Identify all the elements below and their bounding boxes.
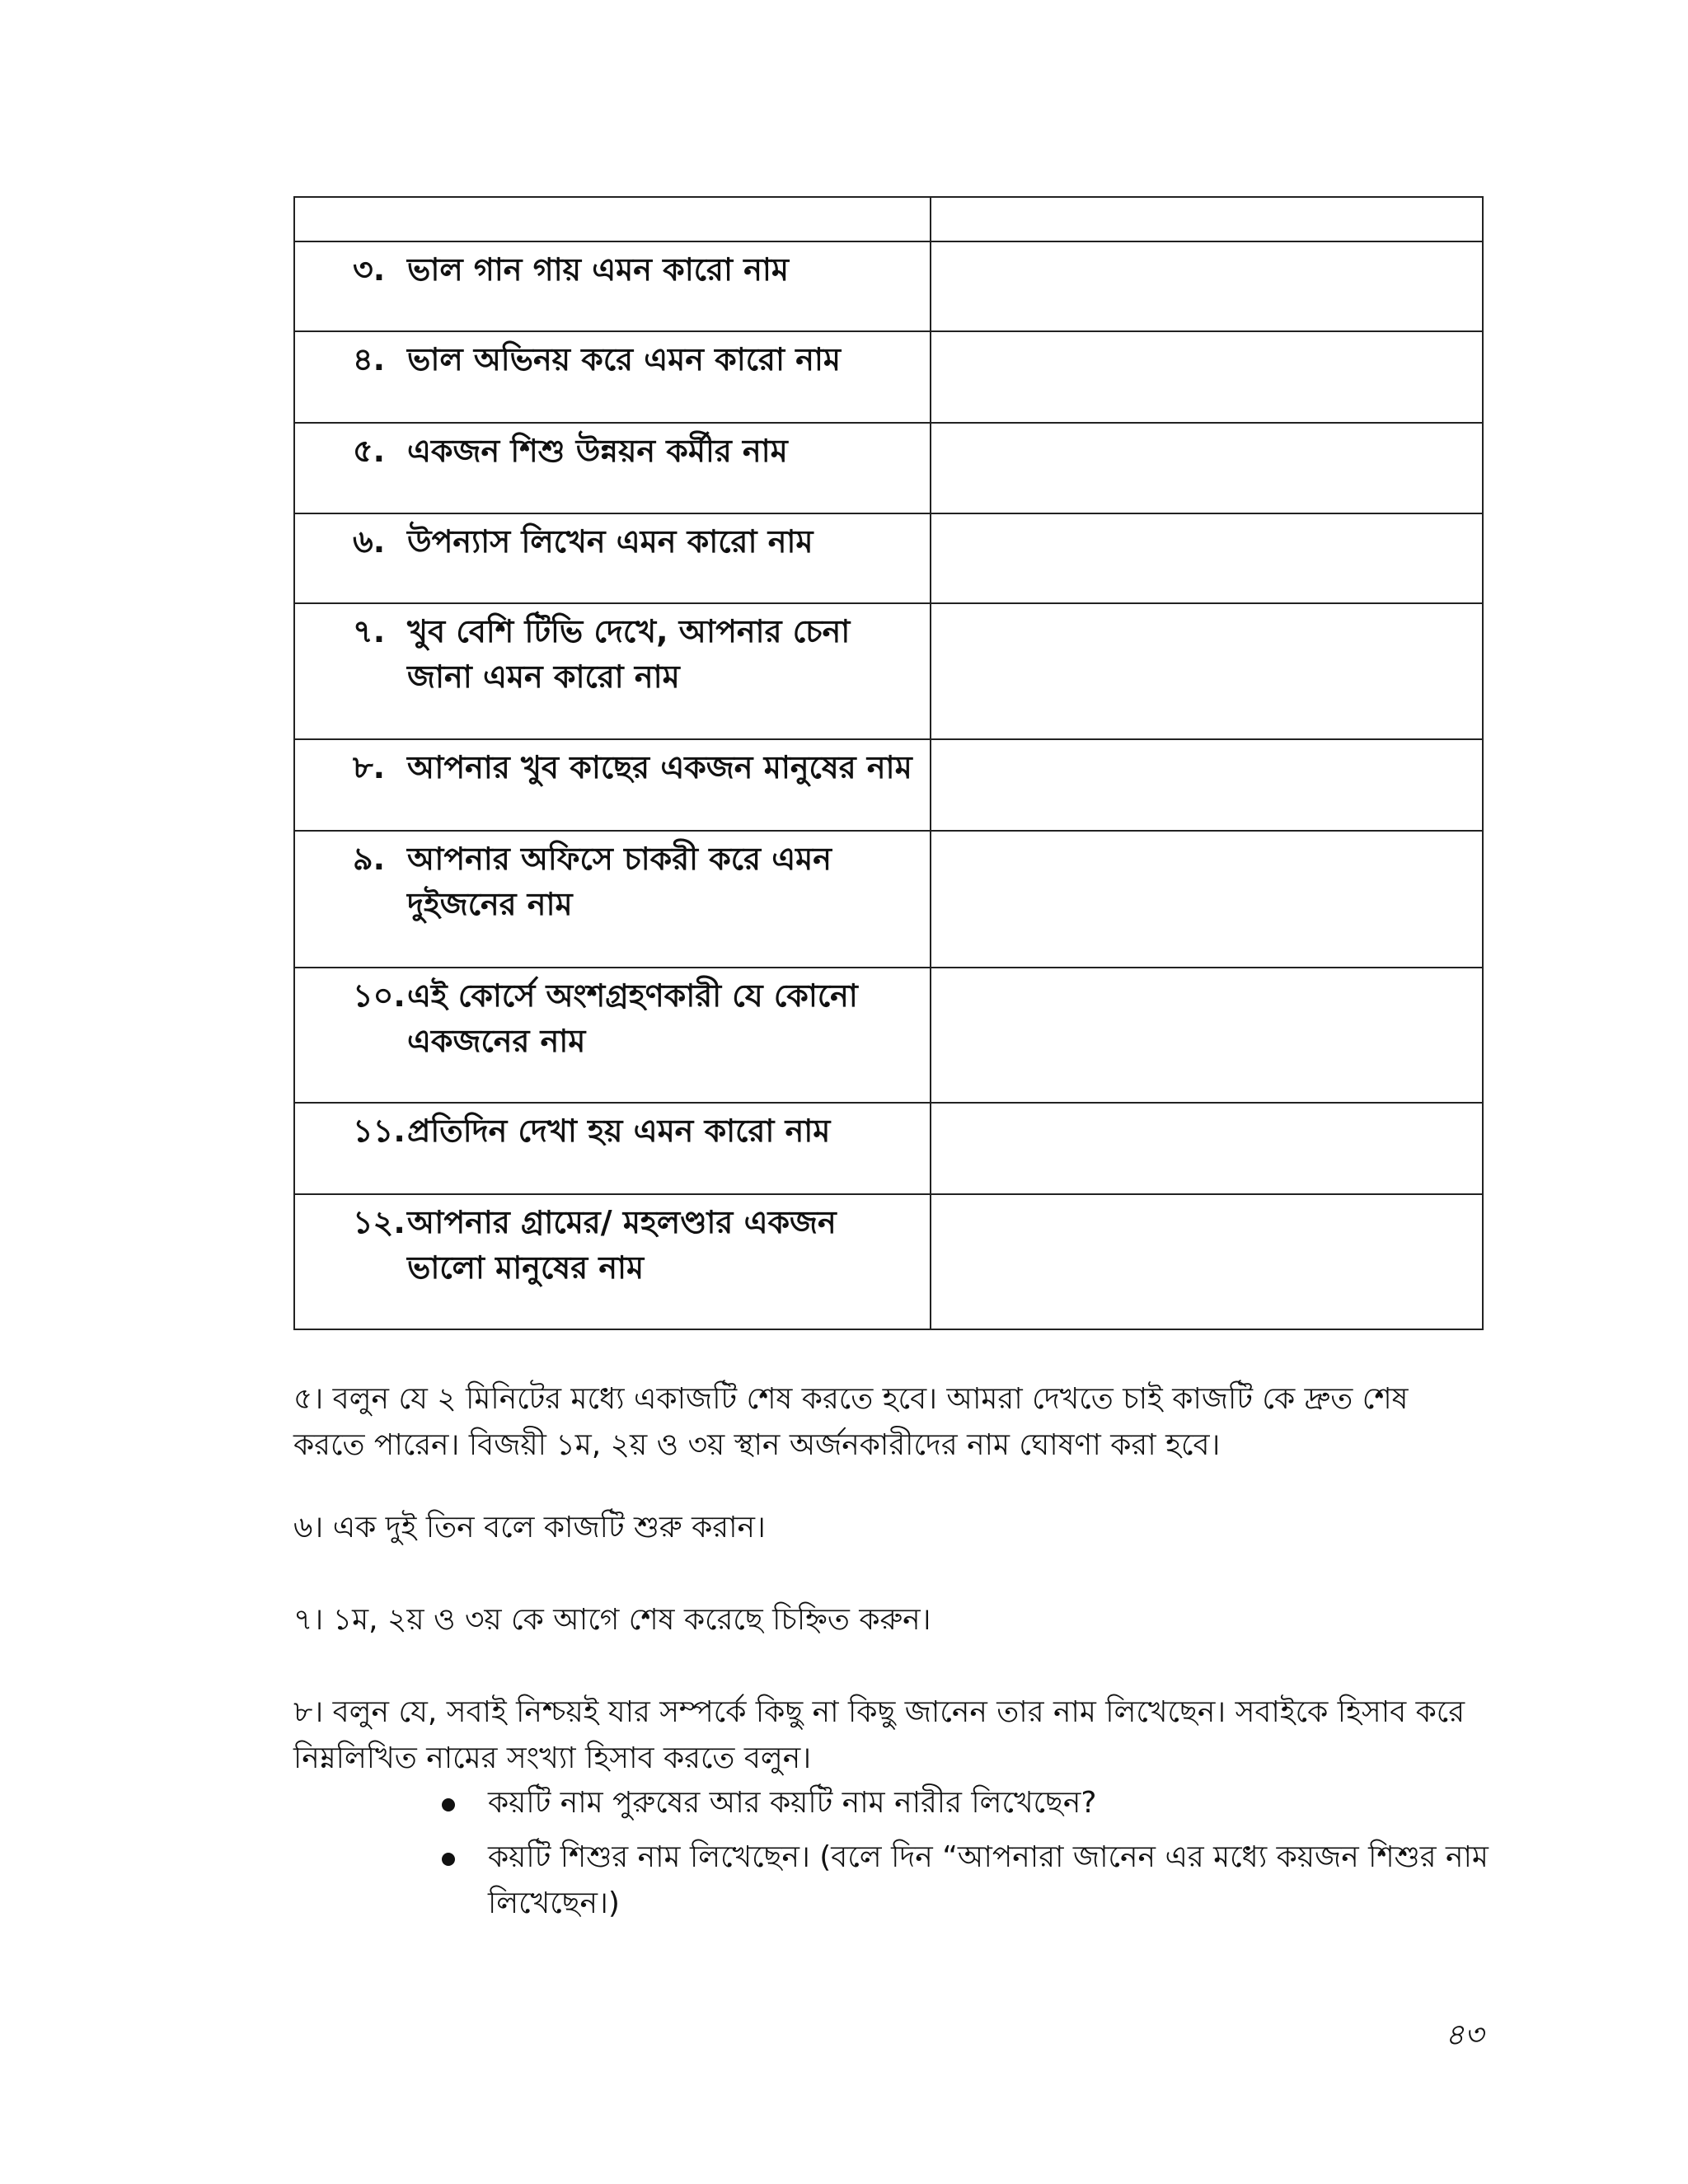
question-number: ১০. [353,977,406,1014]
question-cell [294,739,931,831]
page-number: ৪৩ [1445,2018,1484,2052]
bullet-dot-icon [442,1798,455,1811]
question-cell [294,603,931,739]
question-text: ভাল অভিনয় করে এমন কারো নাম [407,341,842,377]
bullet-list [437,1780,1492,1935]
list-item-text: কয়টি শিশুর নাম লিখেছেন। (বলে দিন “আপনারা জানেন এর মধ্যে কয়জন শিশুর নাম লিখেছেন।) [488,1840,1489,1920]
table-row [294,331,1483,423]
question-text: খুব বেশি টিভি দেখে, আপনার চেনা জানা এমন কারো নাম [407,613,851,695]
table-row [294,968,1483,1103]
answer-cell[interactable] [931,513,1483,603]
question-number: ৬. [353,523,386,560]
question-cell [294,1103,931,1194]
answer-cell[interactable] [931,603,1483,739]
table-row [294,197,1483,241]
question-cell [294,423,931,513]
table-row [294,1103,1483,1194]
instruction-paragraph-6: ৬। এক দুই তিন বলে কাজটি শুরু করান। [293,1511,766,1544]
question-cell [294,331,931,423]
question-table [293,196,1484,1330]
answer-cell[interactable] [931,831,1483,968]
answer-cell[interactable] [931,739,1483,831]
table-row [294,241,1483,331]
question-cell [294,1194,931,1329]
table-row [294,423,1483,513]
table-row [294,739,1483,831]
question-text: আপনার অফিসে চাকরী করে এমন দুইজনের নাম [407,841,832,922]
question-text: একজন শিশু উন্নয়ন কর্মীর নাম [407,433,788,469]
question-text: আপনার গ্রামের/ মহলণ্ডার একজন ভালো মানুষের নাম [407,1204,837,1286]
answer-cell[interactable] [931,1103,1483,1194]
list-item [437,1780,1492,1826]
question-cell [294,968,931,1103]
answer-cell[interactable] [931,331,1483,423]
question-text: আপনার খুব কাছের একজন মানুষের নাম [407,749,912,785]
table-row [294,1194,1483,1329]
answer-cell[interactable] [931,197,1483,241]
instruction-paragraph-7: ৭। ১ম, ২য় ও ৩য় কে আগে শেষ করেছে চিহ্নিত করুন। [293,1603,931,1637]
question-number: ৯. [353,841,386,877]
question-number: ৩. [353,251,386,288]
question-text: উপন্যাস লিখেন এমন কারো নাম [407,523,814,560]
question-text: প্রতিদিন দেখা হয় এমন কারো নাম [407,1113,831,1149]
table-row [294,513,1483,603]
question-text: ভাল গান গায় এমন কারো নাম [407,251,789,288]
answer-cell[interactable] [931,241,1483,331]
answer-cell[interactable] [931,423,1483,513]
question-text: এই কোর্সে অংশগ্রহণকারী যে কোনো একজনের নাম [407,977,858,1059]
question-number: ১১. [353,1113,406,1149]
question-cell [294,197,931,241]
question-number: ৮. [353,749,386,785]
list-item-text: কয়টি নাম পুরুষের আর কয়টি নাম নারীর লিখেছেন? [488,1786,1097,1820]
list-item [437,1835,1492,1927]
instruction-paragraph-5: ৫। বলুন যে ২ মিনিটের মধ্যে একাজটি শেষ করতে হবে। আমরা দেখতে চাই কাজটি কে দ্রুত শেষ করতে পারেন। বিজয়ী ১ম, ২য় ও ৩য় স্থান অর্জনকারীদের নাম ঘোষণা করা হবে। [293,1382,1409,1462]
table-row [294,603,1483,739]
question-number: ৭. [353,613,386,649]
question-number: ৪. [353,341,386,377]
instruction-paragraph-8: ৮। বলুন যে, সবাই নিশ্চয়ই যার সম্পর্কে কিছু না কিছু জানেন তার নাম লিখেছেন। সবাইকে হিসাব করে নিম্নলিখিত নামের সংখ্যা হিসাব করতে বলুন। [293,1695,1465,1775]
question-number: ৫. [353,433,386,469]
answer-cell[interactable] [931,968,1483,1103]
question-cell [294,831,931,968]
question-number: ১২. [353,1204,406,1240]
question-cell [294,513,931,603]
question-cell [294,241,931,331]
bullet-dot-icon [442,1853,455,1866]
answer-cell[interactable] [931,1194,1483,1329]
table-row [294,831,1483,968]
